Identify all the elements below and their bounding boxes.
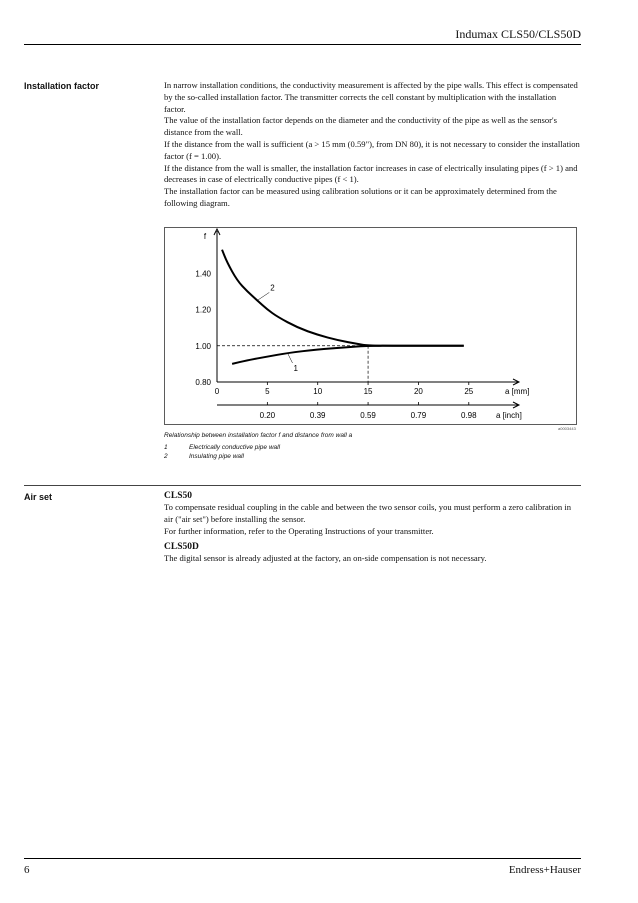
paragraph: If the distance from the wall is smaller, the installation factor increases in case of electrically insulating pipes (f > 1) and decreases in case of electrically conductive pipes (f < 1). — [164, 162, 578, 185]
header-rule — [24, 44, 581, 45]
y-tick-label: 0.80 — [195, 378, 211, 387]
figure-caption: Relationship between installation factor f and distance from wall a — [164, 432, 353, 439]
legend-number: 1 — [164, 444, 168, 451]
installation-factor-chart — [164, 227, 577, 425]
x2-axis-label: a [inch] — [496, 411, 522, 420]
x-axis-label: a [mm] — [505, 387, 530, 396]
x-tick-label: 10 — [313, 387, 323, 396]
header-title: Indumax CLS50/CLS50D — [455, 27, 581, 41]
subheading-cls50d: CLS50D — [164, 542, 199, 553]
y-axis-label: f — [203, 232, 207, 241]
section-label-installation-factor: Installation factor — [24, 81, 100, 91]
diagram-id: a0003443 — [558, 426, 576, 431]
paragraph: In narrow installation conditions, the conductivity measurement is affected by the pipe walls. This effect is compensated by the so-called installation factor. The transmitter corrects the cell constant by multiplication with the installation factor. — [164, 80, 578, 114]
x-tick-label: 5 — [265, 387, 270, 396]
section-label-air-set: Air set — [24, 492, 53, 502]
y-tick-label: 1.00 — [195, 341, 211, 351]
paragraph: The installation factor can be measured using calibration solutions or it can be approximately determined from the following diagram. — [164, 186, 557, 208]
x-tick-label: 15 — [363, 387, 373, 396]
section-divider — [24, 485, 581, 486]
air-set-text — [164, 490, 580, 565]
x2-tick-label: 0.39 — [309, 411, 326, 420]
paragraph: The value of the installation factor depends on the diameter and the conductivity of the pipe as well as the sensor's distance from the wall. — [164, 115, 557, 138]
footer-rule — [24, 858, 581, 859]
x2-tick-label: 0.59 — [360, 411, 376, 420]
legend-text: Insulating pipe wall — [189, 453, 244, 460]
x2-tick-label: 0.98 — [460, 411, 477, 420]
page-number: 6 — [24, 864, 30, 876]
installation-factor-text — [164, 80, 580, 210]
y-tick-label: 1.20 — [195, 305, 211, 315]
paragraph: To compensate residual coupling in the cable and between the two sensor coils, you must perform a zero calibration in air ("air set") before installing the sensor. — [164, 502, 571, 524]
x2-tick-label: 0.79 — [410, 411, 427, 420]
paragraph: The digital sensor is already adjusted at the factory, an on-side compensation is not necessary. — [164, 553, 487, 564]
legend-number: 2 — [164, 453, 168, 460]
legend-item — [164, 444, 280, 451]
legend-item — [164, 453, 244, 460]
subheading-cls50: CLS50 — [164, 491, 192, 501]
series-label-2: 2 — [270, 283, 275, 293]
y-tick-label: 1.40 — [195, 269, 211, 279]
footer-brand: Endress+Hauser — [508, 864, 581, 876]
x-tick-label: 20 — [413, 387, 423, 396]
paragraph: For further information, refer to the Operating Instructions of your transmitter. — [164, 525, 434, 536]
x2-tick-label: 0.20 — [259, 411, 276, 420]
series-label-1: 1 — [293, 364, 298, 373]
x-tick-label: 0 — [214, 387, 220, 396]
paragraph: If the distance from the wall is sufficient (a > 15 mm (0.59"), from DN 80), it is not necessary to consider the installation factor (f = 1.00). — [164, 138, 580, 161]
legend-text: Electrically conductive pipe wall — [189, 444, 281, 451]
x-tick-label: 25 — [464, 387, 474, 396]
